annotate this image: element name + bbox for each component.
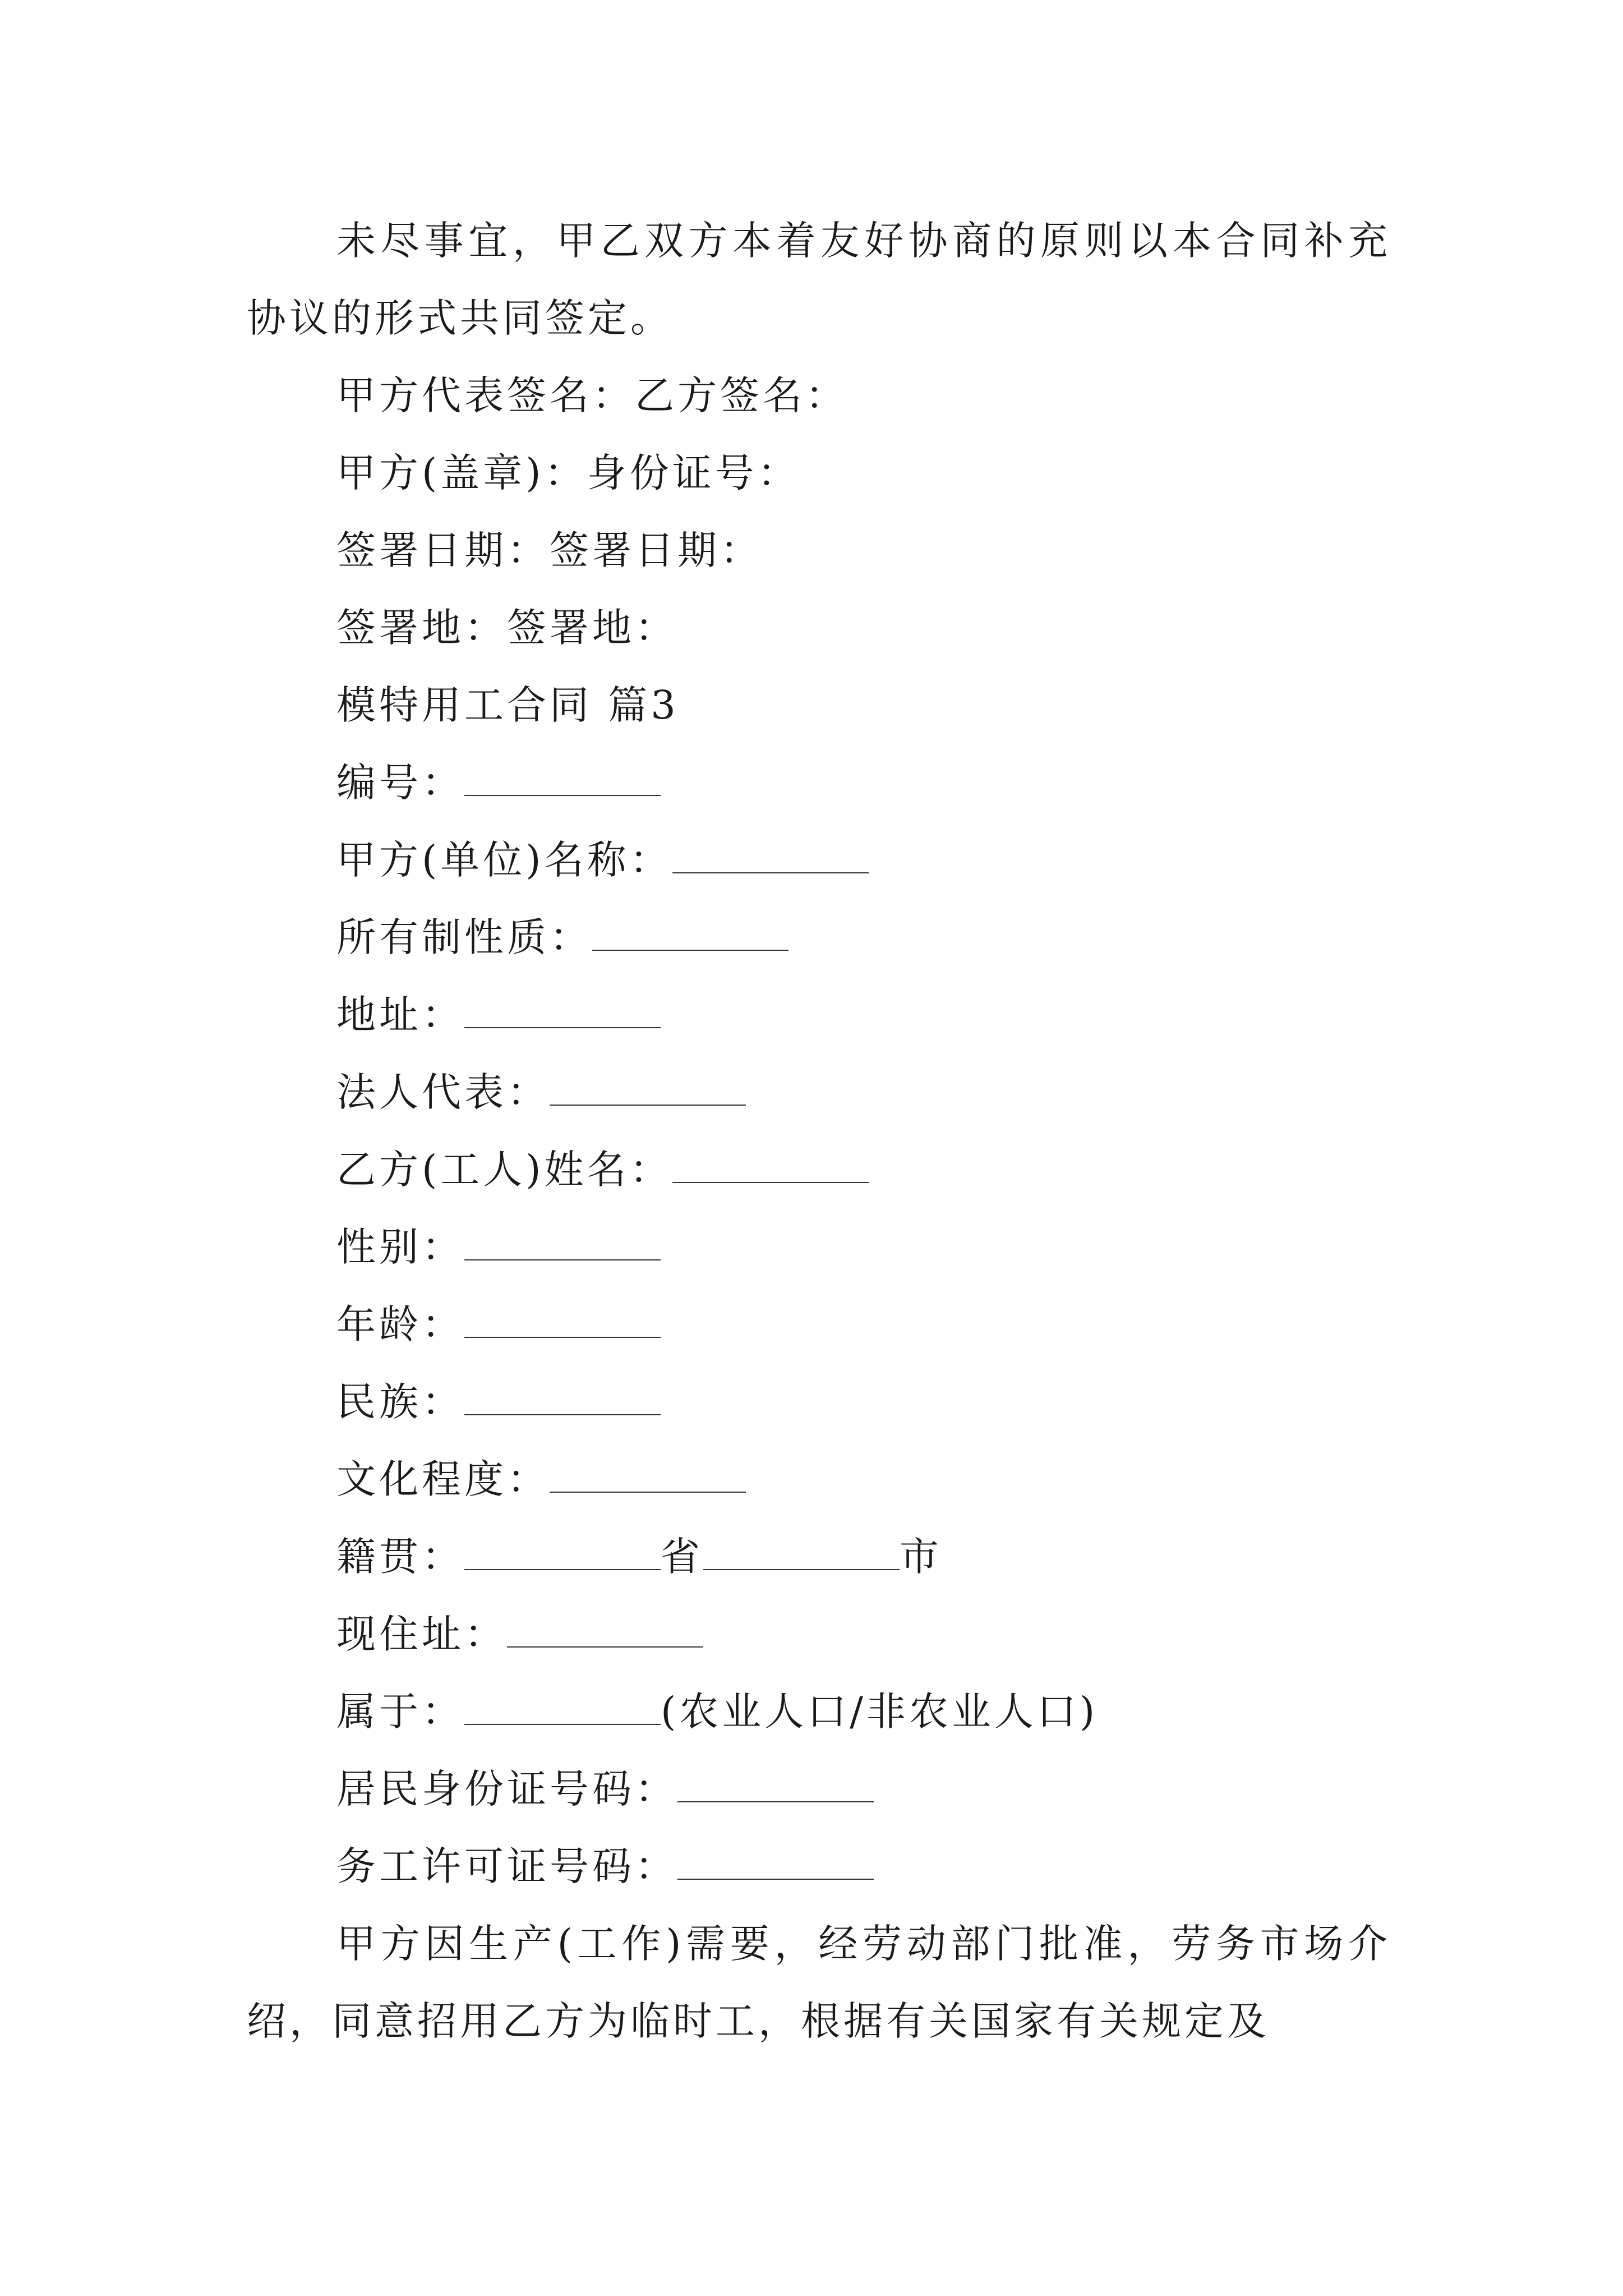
- blank-line: [703, 1536, 900, 1570]
- field-label: 民族：: [336, 1379, 464, 1425]
- line-seal-id: 甲方(盖章)：身份证号：: [336, 450, 800, 496]
- field-label: 法人代表：: [336, 1069, 550, 1115]
- field-address: [247, 976, 1391, 1053]
- blank-line: [592, 917, 789, 951]
- field-ethnicity: [247, 1363, 1391, 1441]
- field-age: [247, 1286, 1391, 1363]
- blank-line: [464, 1227, 661, 1260]
- field-label: 居民身份证号码：: [336, 1766, 677, 1812]
- field-number: [247, 744, 1391, 821]
- field-label: 编号：: [336, 760, 464, 806]
- line-sign-representative: 甲方代表签名：乙方签名：: [336, 372, 848, 418]
- blank-line: [550, 1072, 746, 1106]
- field-label: 务工许可证号码：: [336, 1843, 677, 1889]
- field-label: 甲方(单位)名称：: [336, 837, 672, 883]
- field-origin: [247, 1518, 1391, 1595]
- field-education: [247, 1441, 1391, 1518]
- field-note: (农业人口/非农业人口): [661, 1688, 1099, 1734]
- blank-line: [464, 1536, 661, 1570]
- blank-line: [672, 840, 869, 873]
- field-gender: [247, 1208, 1391, 1286]
- document-body: [247, 202, 1391, 2060]
- field-legal-rep: [247, 1053, 1391, 1131]
- blank-line: [464, 762, 661, 796]
- blank-line: [677, 1769, 874, 1802]
- blank-line: [677, 1846, 874, 1880]
- paragraph-closing: 甲方因生产(工作)需要，经劳动部门批准，劳务市场介绍，同意招用乙方为临时工，根据有关国家有关规定及: [247, 1921, 1391, 2044]
- field-current-address: [247, 1595, 1391, 1673]
- section-title: 模特用工合同 篇3: [336, 682, 679, 728]
- field-label: 乙方(工人)姓名：: [336, 1147, 672, 1193]
- field-employer-name: [247, 821, 1391, 899]
- blank-line: [464, 1304, 661, 1338]
- blank-line: [464, 1382, 661, 1415]
- blank-line: [464, 1691, 661, 1725]
- paragraph-intro: 未尽事宜，甲乙双方本着友好协商的原则以本合同补充协议的形式共同签定。: [247, 218, 1391, 341]
- field-label: 所有制性质：: [336, 914, 592, 960]
- field-label: 性别：: [336, 1224, 464, 1270]
- field-label: 年龄：: [336, 1301, 464, 1347]
- field-id-number: [247, 1750, 1391, 1828]
- province-label: 省: [661, 1534, 703, 1580]
- field-label: 现住址：: [336, 1611, 507, 1657]
- blank-line: [507, 1614, 703, 1648]
- blank-line: [464, 995, 661, 1028]
- line-sign-date: 签署日期：签署日期：: [336, 527, 763, 573]
- field-label: 地址：: [336, 992, 464, 1038]
- blank-line: [672, 1149, 869, 1183]
- field-label: 籍贯：: [336, 1534, 464, 1580]
- field-worker-name: [247, 1131, 1391, 1208]
- field-label: 属于：: [336, 1688, 464, 1734]
- city-label: 市: [900, 1534, 942, 1580]
- field-household-type: [247, 1673, 1391, 1750]
- line-sign-place: 签署地：签署地：: [336, 605, 677, 651]
- blank-line: [550, 1459, 746, 1493]
- field-work-permit: [247, 1828, 1391, 1905]
- field-ownership: [247, 899, 1391, 976]
- field-label: 文化程度：: [336, 1456, 550, 1502]
